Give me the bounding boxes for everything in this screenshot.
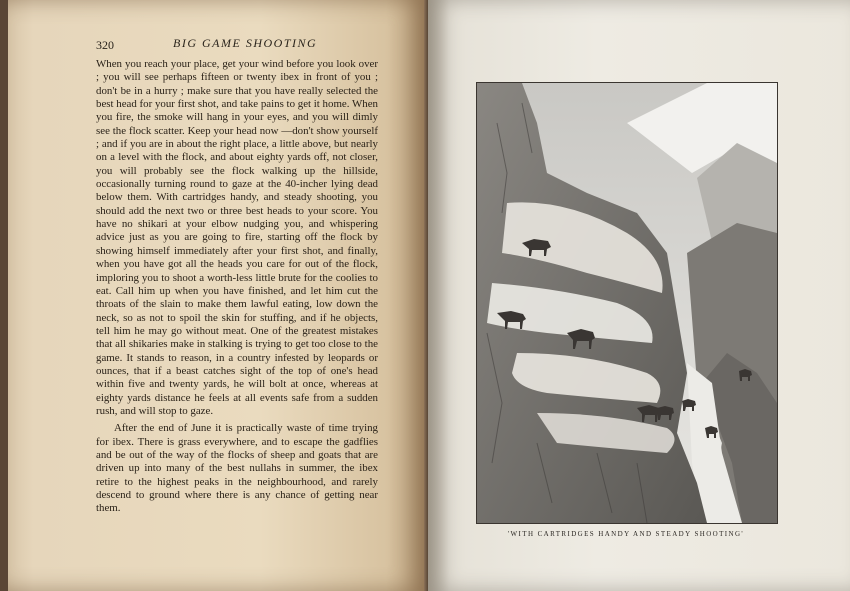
ibex-illustration-plate <box>476 82 778 524</box>
paragraph-2: After the end of June it is practically waste of time trying for ibex. There is grass everywhere, and to escape the gadflies and be out of the way of the flocks of sheep and goats that are driven up into many of the best nullahs in summer, the ibex retire to the highest peaks in the neighbourhood, and rarely descend to ground where there is any chance of getting near them. <box>96 422 378 515</box>
body-text <box>96 58 378 516</box>
page-number: 320 <box>96 38 114 52</box>
running-head: BIG GAME SHOOTING <box>173 36 318 50</box>
ibex-mountain-illustration <box>477 83 777 523</box>
plate-caption: 'WITH CARTRIDGES HANDY AND STEADY SHOOTING' <box>507 530 745 538</box>
paragraph-1: When you reach your place, get your wind before you look over ; you will see perhaps fifteen or twenty ibex in front of you ; don't be in a hurry ; make sure that you have really selected the best head for your first shot, and take pains to get it home. When you fire, the smoke will hang in your eyes, and you will dimly see the flock scatter. Keep your head now —don't show yourself ; and if you are in about the right place, a little above, but nearly on a level with the flock, and about eighty yards off, not closer, you will probably see the flock walking up the hillside, occasionally turning round to gaze at the 40-incher lying dead below them. With cartridges handy, and steady shooting, you should add the next two or three best heads to your score. You have no shikari at your elbow nudging you, and whispering advice just as you are going to fire, starting off the flock by showing himself immediately after your first shot, and finally, when you have got all the heads you care for out of the flock, imploring you to shoot a worth-less little brute for the coolies to eat. Call him up when you have finished, and let him cut the throats of the slain to make them lawful eating, low down the neck, so as not to spoil the skin for stuffing, and if he objects, tell him he may go without meat. One of the greatest mistakes that all shikaries make in stalking is trying to get too close to the game. It stands to reason, in a country infested by leopards or ounces, that if a beast catches sight of the top of one's head within five and twenty yards, he will bolt at once, whereas at eighty yards distance he feels at all events safe from a sudden rush, and will stop to gaze. <box>96 58 378 417</box>
left-page <box>8 0 428 591</box>
